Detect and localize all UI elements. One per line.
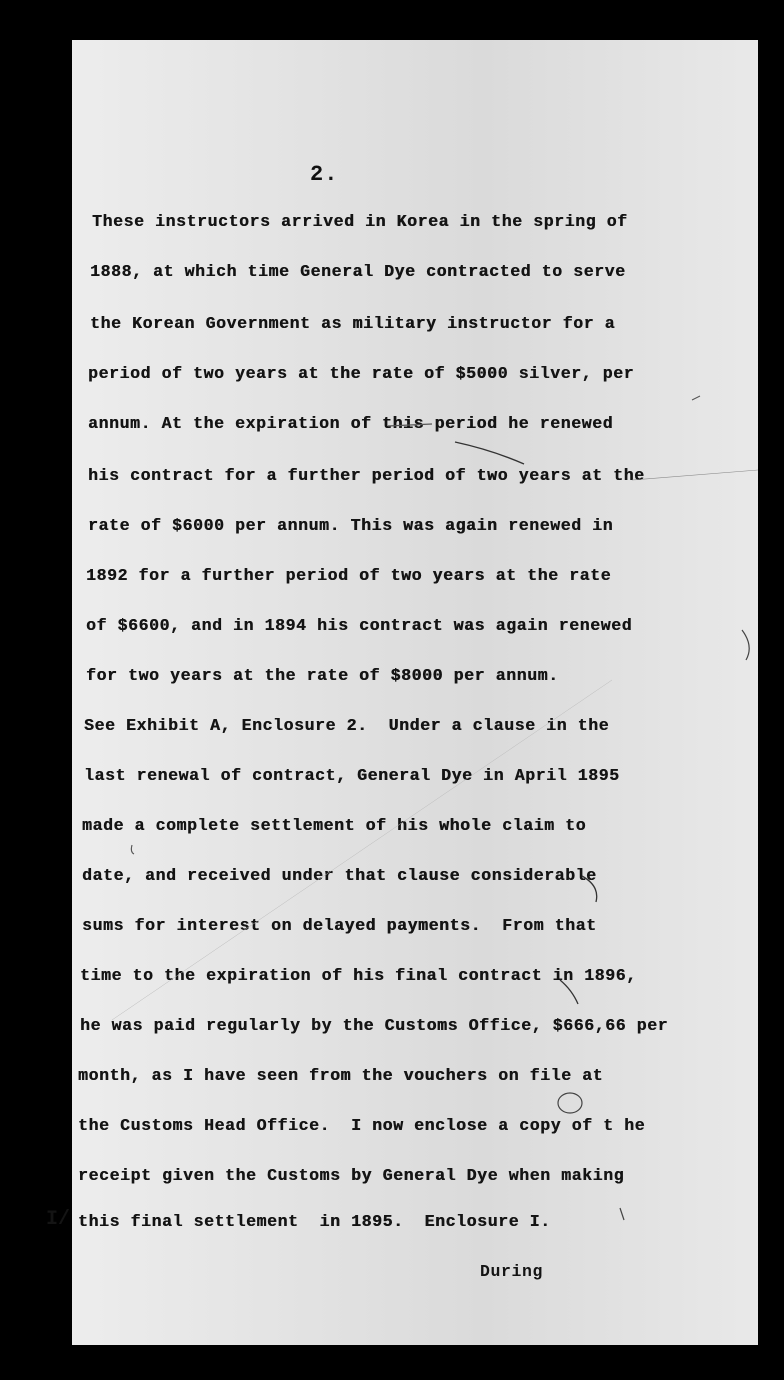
text-line: he was paid regularly by the Customs Office, $666,66 per [80, 1016, 669, 1035]
text-line: See Exhibit A, Enclosure 2. Under a clause in the [84, 716, 610, 735]
document-page [72, 40, 758, 1345]
text-line: the Customs Head Office. I now enclose a copy of t he [78, 1116, 646, 1135]
text-line: 1888, at which time General Dye contracted to serve [90, 262, 626, 281]
text-line: made a complete settlement of his whole claim to [82, 816, 587, 835]
text-line: receipt given the Customs by General Dye when making [78, 1166, 625, 1185]
text-line: date, and received under that clause considerable [82, 866, 597, 885]
text-line: this final settlement in 1895. Enclosure I. [78, 1212, 551, 1231]
text-line: period of two years at the rate of $5000 silver, per [88, 364, 635, 383]
text-line: his contract for a further period of two years at the [88, 466, 645, 485]
text-line: 1892 for a further period of two years at the rate [86, 566, 612, 585]
catchword: During [480, 1262, 544, 1281]
text-line: of $6600, and in 1894 his contract was again renewed [86, 616, 633, 635]
text-line: These instructors arrived in Korea in the spring of [92, 212, 628, 231]
text-line: time to the expiration of his final contract in 1896, [80, 966, 637, 985]
text-line: the Korean Government as military instructor for a [90, 314, 616, 333]
pencil-marks [72, 40, 758, 1345]
text-line: sums for interest on delayed payments. From that [82, 916, 597, 935]
text-line: annum. At the expiration of this period he renewed [88, 414, 614, 433]
text-line: last renewal of contract, General Dye in April 1895 [84, 766, 620, 785]
text-line: month, as I have seen from the vouchers on file at [78, 1066, 604, 1085]
page-number: 2. [310, 162, 339, 187]
text-line: rate of $6000 per annum. This was again renewed in [88, 516, 614, 535]
margin-enclosure-mark: I/ [46, 1208, 71, 1231]
text-line: for two years at the rate of $8000 per annum. [86, 666, 559, 685]
